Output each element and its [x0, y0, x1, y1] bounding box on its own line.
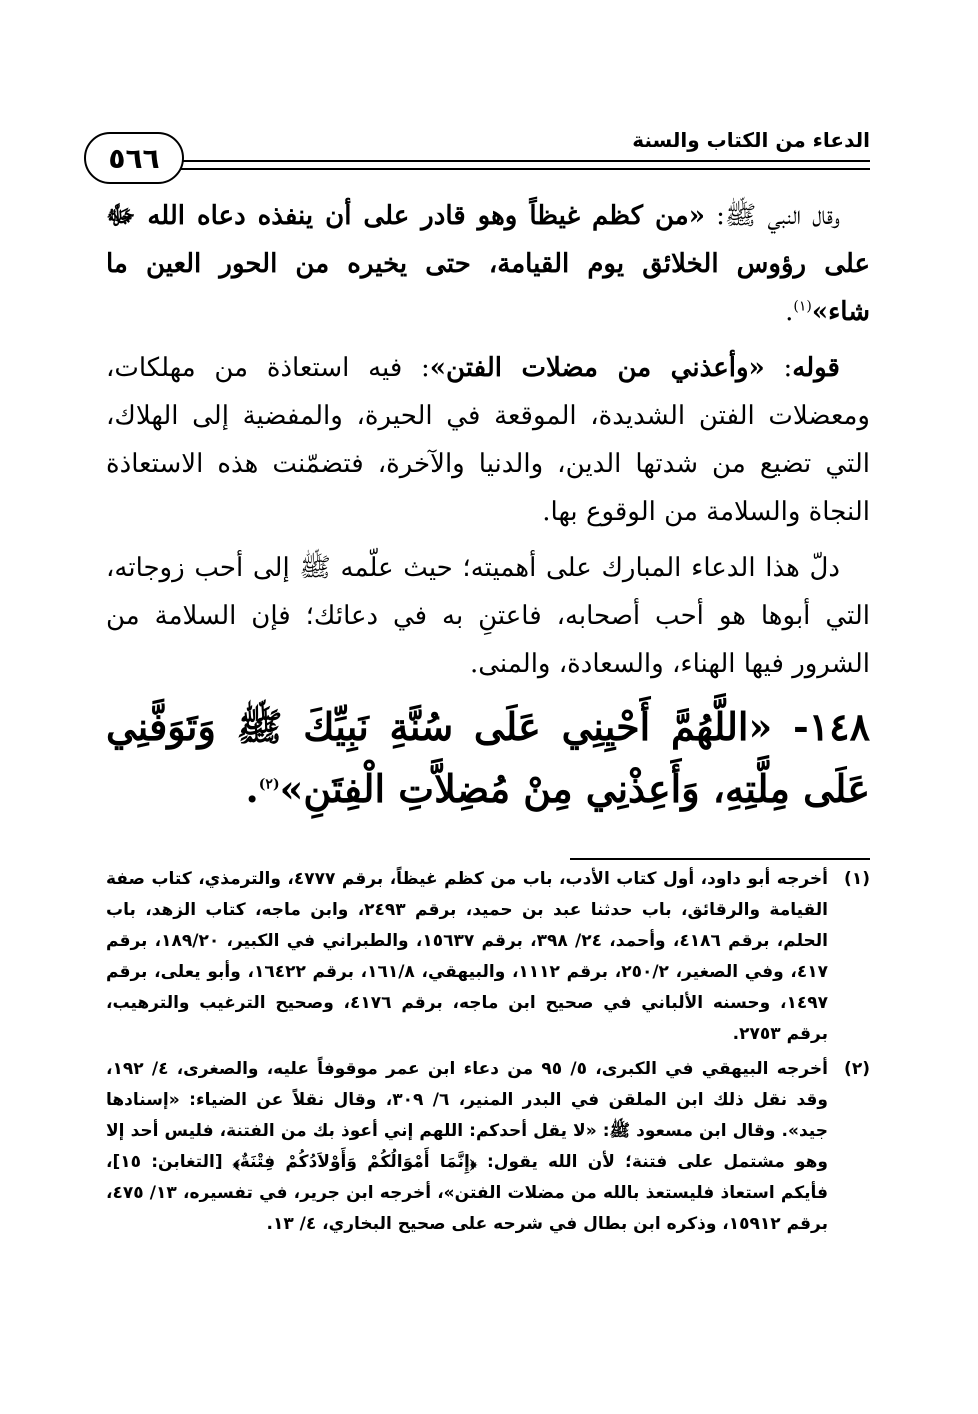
header-rule: [168, 160, 870, 170]
footnote-ref-2: (٢): [258, 776, 280, 793]
footnotes: [106, 864, 870, 1244]
commentary-colon: :: [764, 353, 793, 383]
paragraph-prophet-saying: [106, 192, 870, 336]
main-text: [106, 192, 870, 828]
supplication-148: [106, 696, 870, 820]
paragraph-intro: وقال النبي ﷺ:: [704, 201, 840, 231]
page-number: ٥٦٦: [84, 132, 184, 184]
footnote-1: [106, 864, 870, 1050]
importance-text: دلّ هذا الدعاء المبارك على أهميته؛ حيث علّمه ﷺ إلى أحب زوجاته، التي أبوها هو أحب أصحابه، فاعتنِ به في دعائك؛ فإن السلامة من الشرور فيها الهناء، والسعادة، والمنى.: [106, 553, 870, 679]
footnote-number: (٢): [844, 1059, 870, 1079]
commentary-label: قوله: [792, 353, 840, 383]
footnote-ref-1: (١): [793, 298, 812, 315]
paragraph-end: .: [785, 297, 794, 327]
commentary-text: : فيه استعاذة من مهلكات، ومعضلات الفتن الشديدة، الموقعة في الحيرة، والمفضية إلى الهلاك، التي تضيع من شدتها الدين، والدنيا والآخرة، فتضمّنت هذه الاستعاذة النجاة والسلامة من الوقوع بها.: [106, 353, 870, 527]
running-header-title: الدعاء من الكتاب والسنة: [632, 128, 870, 152]
footnote-2: [106, 1054, 870, 1240]
paragraph-commentary: [106, 344, 870, 536]
supplication-end: .: [245, 766, 259, 811]
commentary-quote: «وأعذني من مضلات الفتن»: [429, 353, 765, 383]
supplication-text: «اللَّهُمَّ أَحْيِنِي عَلَى سُنَّةِ نَبِيِّكَ ﷺ وَتَوَفَّنِي عَلَى مِلَّتِهِ، وَأَعِذْنِي مِنْ مُضِلاَّتِ الْفِتَنِ»: [106, 704, 870, 811]
supplication-number: ١٤٨-: [772, 704, 870, 749]
footnote-text: أخرجه أبو داود، أول كتاب الأدب، باب من كظم غيظاً، برقم ٤٧٧٧، والترمذي، كتاب صفة القيامة والرقائق، باب حدثنا عبد بن حميد، برقم ٢٤٩٣، وابن ماجه، كتاب الزهد، باب الحلم، برقم ٤١٨٦، وأحمد، ٢٤/ ٣٩٨، برقم ١٥٦٣٧، والطبراني في الكبير، ١٨٩/٢٠، برقم ٤١٧، وفي الصغير، ٢٥٠/٢، برقم ١١١٢، والبيهقي، ١٦١/٨، برقم ١٦٤٢٢، وأبو يعلى، برقم ١٤٩٧، وحسنه الألباني في صحيح ابن ماجه، برقم ٤١٧٦، وصحيح الترغيب والترهيب، برقم ٢٧٥٣.: [106, 869, 828, 1044]
footnote-number: (١): [844, 869, 870, 889]
paragraph-importance: [106, 544, 870, 688]
footnote-text: أخرجه البيهقي في الكبرى، ٥/ ٩٥ من دعاء ابن عمر موقوفاً عليه، والصغرى، ٤/ ١٩٢، وقد نقل ذلك ابن الملقن في البدر المنير، ٦/ ٣٠٩، وقال نقلاً عن الضياء: «إسنادها جيد». وقال ابن مسعود ﷺ: «لا يقل أحدكم: اللهم إني أعوذ بك من الفتنة، فليس أحد إلا وهو مشتمل على فتنة؛ لأن الله يقول: ﴿إِنَّمَا أَمْوَالُكُمْ وَأَوْلاَدُكُمْ فِتْنَةٌ﴾ [التغابن: ١٥]، فأيكم استعاذ فليستعذ بالله من مضلات الفتن»، أخرجه ابن جرير، في تفسيره، ١٣/ ٤٧٥، برقم ١٥٩١٢، وذكره ابن بطال في شرحه على صحيح البخاري، ٤/ ١٣.: [106, 1059, 828, 1234]
footnote-separator: [570, 858, 870, 860]
hadith-quote: «من كظم غيظاً وهو قادر على أن ينفذه دعاه الله ﷻ على رؤوس الخلائق يوم القيامة، حتى يخيره من الحور العين ما شاء»: [106, 201, 870, 327]
